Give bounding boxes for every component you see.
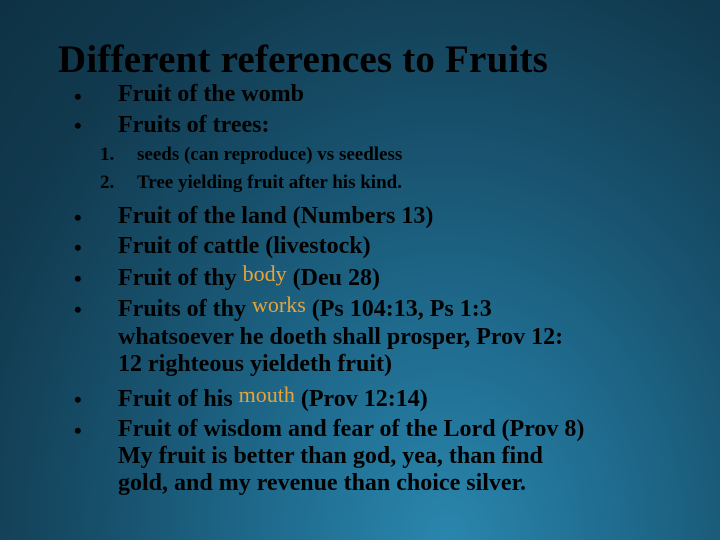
bullet-icon: •	[74, 113, 82, 138]
highlight-word: mouth	[238, 382, 295, 407]
bullet-icon: •	[74, 205, 82, 230]
highlight-word: body	[242, 261, 287, 286]
list-item: Fruit of cattle (livestock)	[118, 233, 371, 259]
list-item	[118, 382, 428, 413]
bullet-icon: •	[74, 84, 82, 109]
item-prefix: Fruits of thy	[118, 296, 252, 322]
highlight-word: works	[252, 292, 306, 317]
sub-item-number: 1.	[100, 144, 115, 165]
list-item: Fruit of the womb	[118, 81, 304, 107]
bullet-icon: •	[74, 387, 82, 412]
bullet-icon: •	[74, 418, 82, 443]
item-suffix: (Ps 104:13, Ps 1:3	[305, 296, 492, 322]
item-prefix: Fruit of thy	[118, 265, 243, 291]
list-item-continuation: whatsoever he doeth shall prosper, Prov 12:	[118, 324, 564, 350]
list-item: Fruit of the land (Numbers 13)	[118, 203, 434, 229]
list-item: Fruits of trees:	[118, 112, 270, 138]
list-item	[118, 292, 492, 323]
item-suffix: (Deu 28)	[286, 265, 380, 291]
list-item: Fruit of wisdom and fear of the Lord (Prov 8)	[118, 416, 585, 442]
list-item-continuation: gold, and my revenue than choice silver.	[118, 470, 527, 496]
item-prefix: Fruit of his	[118, 386, 239, 412]
sub-item-text: Tree yielding fruit after his kind.	[137, 172, 402, 193]
item-suffix: (Prov 12:14)	[294, 386, 428, 412]
bullet-icon: •	[74, 266, 82, 291]
list-item	[118, 261, 380, 292]
list-item-continuation: My fruit is better than god, yea, than find	[118, 443, 543, 469]
slide-title: Different references to Fruits	[58, 38, 549, 81]
bullet-icon: •	[74, 297, 82, 322]
sub-item-number: 2.	[100, 172, 115, 193]
bullet-icon: •	[74, 235, 82, 260]
sub-item-text: seeds (can reproduce) vs seedless	[137, 144, 403, 165]
list-item-continuation: 12 righteous yieldeth fruit)	[118, 351, 392, 377]
